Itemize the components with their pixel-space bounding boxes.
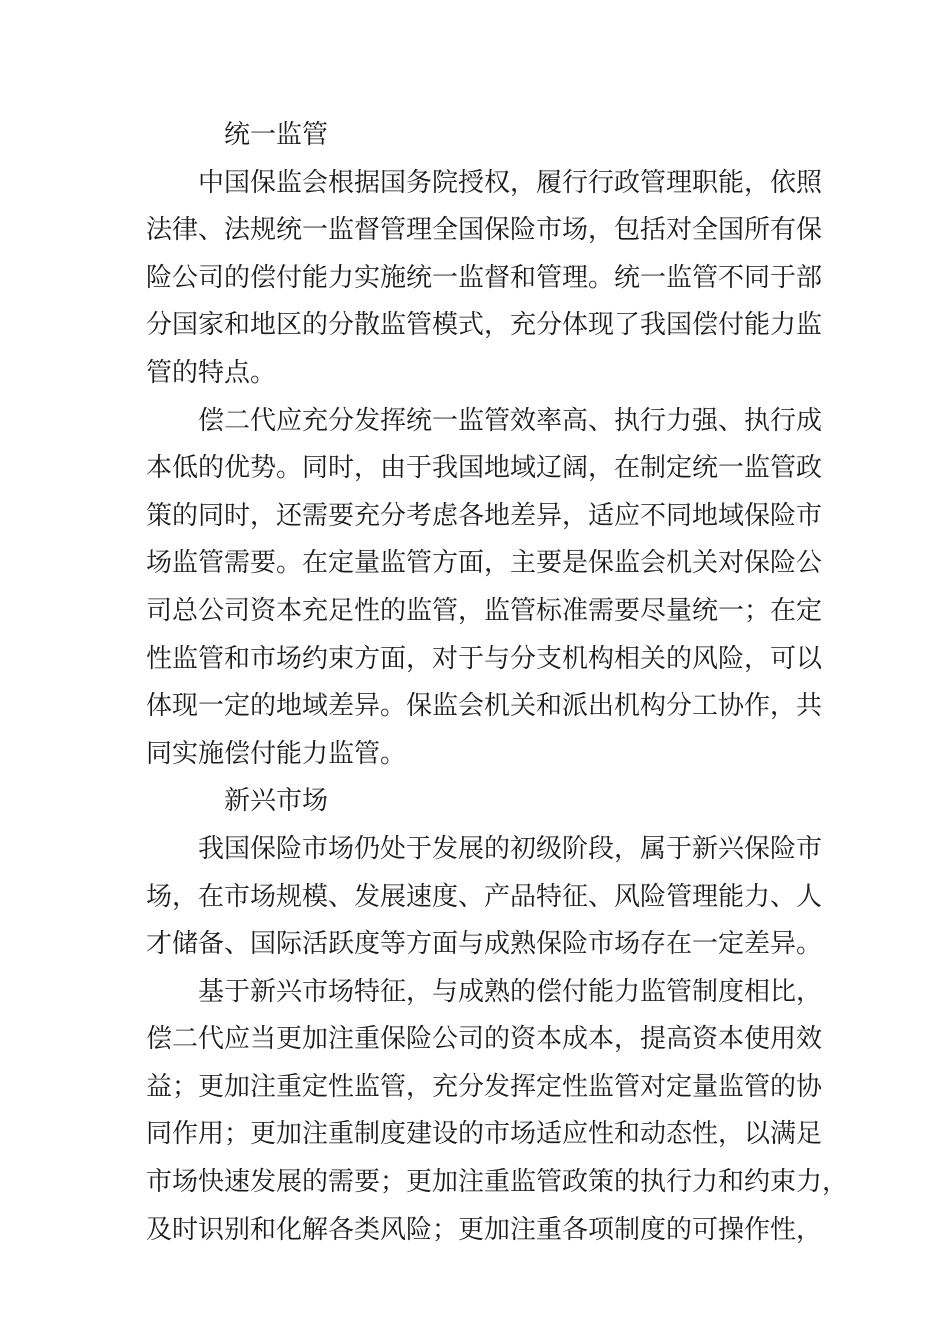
paragraph-line: 市场快速发展的需要；更加注重监管政策的执行力和约束力， [146,1167,849,1198]
paragraph-line: 性监管和市场约束方面，对于与分支机构相关的风险，可以 [146,643,823,674]
paragraph-line: 场监管需要。在定量监管方面，主要是保监会机关对保险公 [146,548,823,579]
paragraph-line: 中国保监会根据国务院授权，履行行政管理职能，依照 [198,167,823,198]
paragraph-line: 司总公司资本充足性的监管，监管标准需要尽量统一；在定 [146,595,823,626]
paragraph-line: 法律、法规统一监督管理全国保险市场，包括对全国所有保 [146,215,823,246]
paragraph-line: 才储备、国际活跃度等方面与成熟保险市场存在一定差异。 [146,929,823,960]
paragraph-line: 策的同时，还需要充分考虑各地差异，适应不同地域保险市 [146,500,823,531]
paragraph-line: 体现一定的地域差异。保监会机关和派出机构分工协作，共 [146,691,823,722]
paragraph-line: 益；更加注重定性监管，充分发挥定性监管对定量监管的协 [146,1071,823,1102]
paragraph-line: 分国家和地区的分散监管模式，充分体现了我国偿付能力监 [146,310,823,341]
section-heading: 统一监管 [224,120,329,150]
paragraph-line: 险公司的偿付能力实施统一监督和管理。统一监管不同于部 [146,262,823,293]
paragraph-line: 本低的优势。同时，由于我国地域辽阔，在制定统一监管政 [146,453,823,484]
document-page [146,112,849,1254]
paragraph-line: 我国保险市场仍处于发展的初级阶段，属于新兴保险市 [198,833,823,864]
paragraph-line: 同实施偿付能力监管。 [146,738,407,769]
paragraph-line: 基于新兴市场特征，与成熟的偿付能力监管制度相比， [198,976,823,1007]
paragraph-line: 偿二代应当更加注重保险公司的资本成本，提高资本使用效 [146,1024,823,1055]
paragraph-line: 偿二代应充分发挥统一监管效率高、执行力强、执行成 [198,405,823,436]
paragraph-line: 同作用；更加注重制度建设的市场适应性和动态性，以满足 [146,1119,823,1150]
paragraph-line: 场，在市场规模、发展速度、产品特征、风险管理能力、人 [146,881,823,912]
paragraph-line: 管的特点。 [146,357,277,388]
section-heading: 新兴市场 [224,786,329,817]
paragraph-line: 及时识别和化解各类风险；更加注重各项制度的可操作性， [146,1214,823,1245]
